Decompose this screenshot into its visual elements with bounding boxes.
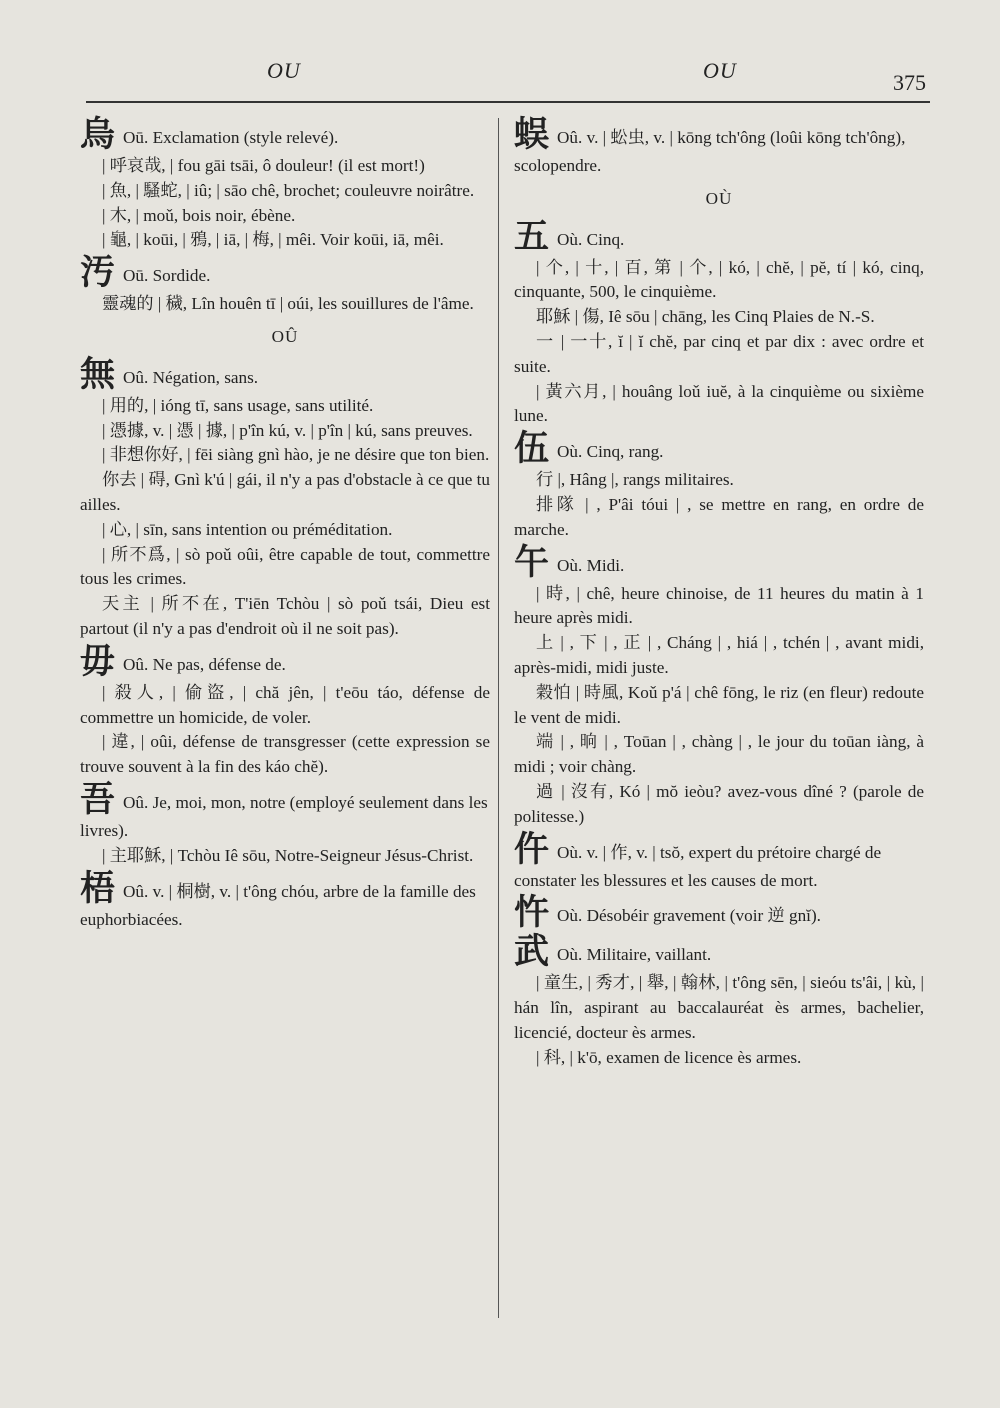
entry-character: 仵 bbox=[514, 829, 550, 870]
column-divider bbox=[498, 118, 499, 1318]
entry-definition: Où. Cinq, rang. bbox=[557, 442, 664, 462]
entry-headline bbox=[514, 831, 924, 894]
entry-definition: Oû. v. | 蚣虫, v. | kōng tch'ông (loûi kōng tch'ông), scolopendre. bbox=[514, 128, 906, 175]
entry-definition: Oû. Je, moi, mon, notre (employé seulement dans les livres). bbox=[80, 792, 488, 840]
sub-entry: | 用的, | ióng tī, sans usage, sans utilité. bbox=[102, 395, 374, 415]
entry-character: 午 bbox=[514, 542, 550, 583]
sub-entry: 行 |, Hâng |, rangs militaires. bbox=[536, 470, 734, 490]
entry-character: 五 bbox=[514, 216, 550, 257]
entry-headline bbox=[80, 356, 490, 394]
dictionary-entry bbox=[80, 116, 490, 253]
dictionary-entry bbox=[514, 933, 924, 1070]
header-rule bbox=[86, 101, 930, 103]
entry-headline bbox=[514, 894, 924, 932]
sub-entry: | 非想你好, | fēi siàng gnì hào, je ne désire que ton bien. bbox=[102, 445, 490, 465]
dictionary-entry bbox=[514, 544, 924, 830]
page-number: 375 bbox=[893, 70, 926, 95]
entry-character: 烏 bbox=[80, 115, 116, 155]
sub-entry: | 殺人, | 偷盜, | chă jên, | t'eōu táo, défense de commettre un homicide, de voler. bbox=[80, 682, 490, 727]
entry-definition: Où. Cinq. bbox=[557, 229, 625, 249]
entry-character: 蜈 bbox=[514, 115, 550, 155]
dictionary-entry bbox=[80, 781, 490, 869]
entry-headline bbox=[80, 116, 490, 154]
entry-definition: Où. Désobéir gravement (voir 逆 gnĭ). bbox=[557, 906, 821, 926]
entry-character: 梧 bbox=[80, 868, 116, 909]
running-head-left: OU bbox=[267, 58, 301, 83]
sub-entry: | 心, | sīn, sans intention ou préméditation. bbox=[102, 519, 393, 539]
right-column bbox=[514, 116, 924, 1072]
entry-character: 忤 bbox=[514, 893, 550, 934]
entry-headline bbox=[514, 430, 924, 468]
entry-definition: Oū. Exclamation (style relevé). bbox=[123, 128, 339, 147]
dictionary-entry bbox=[514, 116, 924, 179]
sub-entry: | 所不爲, | sò poǔ oûi, être capable de tout, commettre tous les crimes. bbox=[80, 544, 490, 589]
entry-definition: Oû. Négation, sans. bbox=[123, 367, 259, 387]
dictionary-entry bbox=[80, 870, 490, 933]
dictionary-entry bbox=[80, 643, 490, 780]
entry-headline bbox=[514, 116, 924, 179]
sub-entry: | 憑據, v. | 憑 | 據, | p'în kú, v. | p'în | kú, sans preuves. bbox=[102, 420, 473, 440]
section-heading: OÛ bbox=[271, 326, 299, 346]
sub-entry: 排隊 | , P'âi tóui | , se mettre en rang, en ordre de marche. bbox=[514, 494, 924, 539]
entry-character: 無 bbox=[80, 354, 116, 395]
entry-definition: Où. v. | 作, v. | tsŏ, expert du prétoire chargé de constater les blessures et les causes de mort. bbox=[514, 842, 882, 890]
running-head-right: OU bbox=[703, 58, 737, 83]
sub-entry: 天主 | 所不在, T'iēn Tchòu | sò poǔ tsái, Dieu est partout (il n'y a pas d'endroit où il ne soit pas). bbox=[80, 594, 490, 638]
sub-entry: | 魚, | 騷蛇, | iû; | sāo chê, brochet; couleuvre noirâtre. bbox=[102, 180, 475, 200]
sub-entry: 端 | , 晌 | , Toūan | , chàng | , le jour du toūan iàng, à midi ; voir chàng. bbox=[514, 732, 924, 777]
entry-character: 吾 bbox=[80, 779, 116, 820]
sub-entry: | 科, | k'ō, examen de licence ès armes. bbox=[536, 1047, 802, 1067]
entry-headline bbox=[80, 781, 490, 844]
entry-character: 武 bbox=[514, 932, 550, 973]
sub-entry: | 違, | oûi, défense de transgresser (cette expression se trouve souvent à la fin des káo chĕ). bbox=[80, 732, 490, 777]
sub-entry: | 呼哀哉, | fou gāi tsāi, ô douleur! (il est mort!) bbox=[102, 156, 425, 175]
sub-entry: | 黃六月, | houâng loǔ iuĕ, à la cinquième ou sixième lune. bbox=[514, 381, 924, 426]
entry-character: 汚 bbox=[80, 253, 116, 294]
entry-character: 伍 bbox=[514, 429, 550, 470]
entry-headline bbox=[514, 218, 924, 256]
sub-entry: | 時, | chê, heure chinoise, de 11 heures du matin à 1 heure après midi. bbox=[514, 583, 924, 628]
entry-definition: Où. Midi. bbox=[557, 555, 625, 575]
dictionary-entry bbox=[80, 254, 490, 317]
dictionary-entry bbox=[80, 356, 490, 642]
sub-entry: | 童生, | 秀才, | 舉, | 翰林, | t'ông sēn, | sieóu ts'âi, | kù, | hán lîn, aspirant au baccalauréat ès armes, bachelier, licencié, docteur ès armes. bbox=[514, 973, 924, 1042]
entry-headline bbox=[80, 643, 490, 681]
entry-definition: Oû. v. | 桐樹, v. | t'ông chóu, arbre de la famille des euphorbiacées. bbox=[80, 881, 476, 929]
entry-headline bbox=[514, 544, 924, 582]
entry-definition: Oū. Sordide. bbox=[123, 266, 211, 286]
dictionary-entry bbox=[514, 894, 924, 932]
dictionary-entry bbox=[514, 831, 924, 894]
entry-headline bbox=[80, 254, 490, 292]
sub-entry: | 主耶穌, | Tchòu Iê sōu, Notre-Seigneur Jésus-Christ. bbox=[102, 845, 474, 865]
dictionary-entry bbox=[514, 430, 924, 542]
sub-entry: | 龜, | koūi, | 鴉, | iā, | 梅, | mêi. Voir koūi, iā, mêi. bbox=[102, 230, 444, 250]
section-heading: OÙ bbox=[705, 188, 733, 208]
sub-entry: 靈魂的 | 穢, Lîn houên tī | oúi, les souillures de l'âme. bbox=[102, 294, 474, 314]
sub-entry: 一 | 一十, ĭ | ĭ chĕ, par cinq et par dix : avec ordre et suite. bbox=[514, 331, 924, 376]
sub-entry: 上 | , 下 | , 正 | , Cháng | , hiá | , tchén | , avant midi, après-midi, midi juste. bbox=[514, 633, 924, 677]
entry-definition: Oû. Ne pas, défense de. bbox=[123, 654, 286, 674]
sub-entry: 穀怕 | 時風, Koǔ p'á | chê fōng, le riz (en fleur) redoute le vent de midi. bbox=[514, 682, 924, 727]
sub-entry: | 木, | moǔ, bois noir, ébène. bbox=[102, 205, 296, 225]
sub-entry: | 个, | 十, | 百, 第 | 个, | kó, | chĕ, | pĕ, tí | kó, cinq, cinquante, 500, le cinquième. bbox=[514, 257, 924, 302]
entry-definition: Où. Militaire, vaillant. bbox=[557, 945, 712, 965]
sub-entry: 你去 | 碍, Gnì k'ú | gái, il n'y a pas d'obstacle à ce que tu ailles. bbox=[80, 470, 491, 514]
entry-character: 毋 bbox=[80, 641, 116, 682]
entry-headline bbox=[514, 933, 924, 971]
entry-headline bbox=[80, 870, 490, 933]
sub-entry: 耶穌 | 傷, Iê sōu | chāng, les Cinq Plaies de N.-S. bbox=[536, 307, 875, 327]
left-column bbox=[80, 116, 490, 933]
dictionary-entry bbox=[514, 218, 924, 430]
sub-entry: 過 | 沒有, Kó | mŏ ieòu? avez-vous dîné ? (parole de politesse.) bbox=[514, 781, 924, 826]
